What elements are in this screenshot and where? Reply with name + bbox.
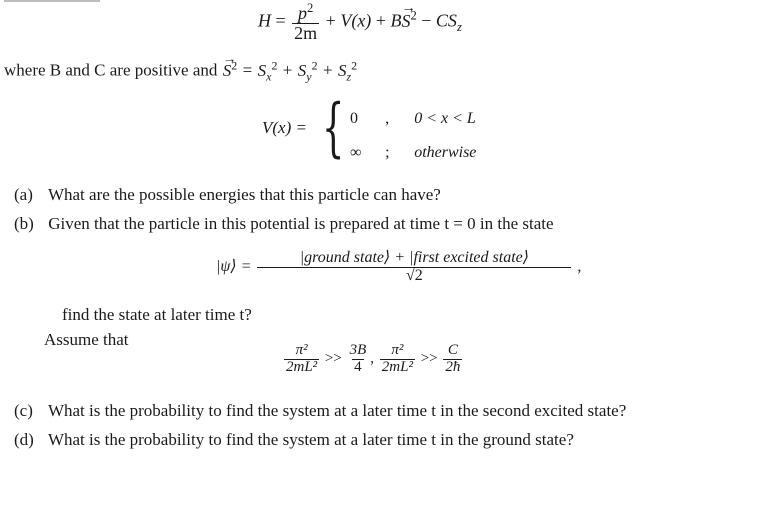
question-label: (b) [14, 214, 34, 233]
plus-sign: + [325, 10, 336, 31]
question-label: (d) [14, 430, 34, 449]
piecewise-brace [322, 91, 346, 166]
brace-glyph: { [322, 91, 345, 165]
find-text: find the state at later time t? [62, 305, 252, 324]
potential-case-inside [350, 108, 476, 128]
state-denominator: √2 [257, 267, 571, 285]
fraction-c-scale [443, 343, 462, 376]
momentum-exponent: 2 [307, 1, 314, 15]
c-spin-term: CS [435, 10, 457, 31]
question-text: What are the possible energies that this particle can have? [47, 185, 441, 204]
assume-text: Assume that [44, 330, 129, 349]
potential-term: V(x) [340, 10, 372, 31]
spin-symbol: S [222, 60, 232, 80]
hamiltonian-lhs: H [258, 10, 271, 31]
question-label: (c) [14, 401, 33, 420]
fraction-numerator: C [447, 342, 458, 358]
fraction-kinetic-scale [284, 343, 319, 376]
minus-sign: − [421, 10, 432, 31]
fraction-denominator: 2mL² [286, 358, 318, 375]
question-text: What is the probability to find the system at a later time t in the second excited state? [47, 401, 627, 420]
case-condition: otherwise [414, 144, 477, 161]
top-clip-rule [4, 0, 100, 2]
state-equation [216, 250, 581, 285]
sx-symbol: S [257, 60, 267, 80]
sy-exponent: 2 [311, 58, 318, 72]
z-subscript: z [456, 20, 462, 35]
fraction-b-scale [348, 343, 369, 376]
fraction-denominator: 2ħ [445, 358, 461, 375]
find-line [62, 305, 252, 325]
spin-symbol: S [401, 10, 411, 31]
where-line [4, 58, 357, 84]
fraction-denominator: 2mL² [381, 358, 413, 375]
spin-exponent: 2 [410, 8, 417, 23]
kinetic-fraction [292, 2, 319, 43]
case-separator: , [385, 110, 390, 127]
question-b [14, 214, 554, 234]
plus-sign: + [282, 60, 293, 80]
sy-symbol: S [297, 60, 307, 80]
state-lhs: |ψ⟩ = [216, 257, 252, 275]
case-separator: ; [385, 144, 390, 161]
plus-sign: + [322, 60, 333, 80]
sz-exponent: 2 [351, 58, 358, 72]
much-greater-sign: >> [420, 350, 438, 367]
momentum-symbol: p [298, 3, 308, 23]
plus-sign: + [375, 10, 386, 31]
b-constant: B [390, 10, 402, 31]
fraction-numerator: π² [391, 342, 404, 358]
state-numerator: |ground state⟩ + |first excited state⟩ [299, 249, 529, 266]
energy-scale-inequality [282, 343, 464, 376]
z-subscript: z [346, 69, 352, 84]
spin-exponent: 2 [231, 58, 238, 72]
question-text: What is the probability to find the system at a later time t in the ground state? [47, 430, 574, 449]
x-subscript: x [266, 69, 272, 84]
case-value: 0 [350, 110, 358, 127]
equals-sign: = [275, 10, 286, 31]
sz-symbol: S [337, 60, 347, 80]
hamiltonian-equation [258, 2, 462, 43]
potential-lhs: V(x) = [262, 118, 307, 137]
where-text: where B and C are positive and [4, 60, 218, 80]
comma: , [370, 350, 375, 367]
spin-vector [223, 61, 232, 81]
trailing-comma: , [577, 257, 582, 275]
state-fraction [257, 250, 571, 285]
potential-case-outside [350, 142, 476, 162]
y-subscript: y [306, 69, 312, 84]
question-a [14, 185, 441, 205]
question-label: (a) [14, 185, 33, 204]
fraction-numerator: 3B [349, 342, 367, 358]
spin-vector [401, 11, 410, 32]
question-d [14, 430, 574, 450]
question-text: Given that the particle in this potential is prepared at time t = 0 in the state [48, 214, 554, 233]
potential-definition [262, 118, 307, 138]
kinetic-denominator: 2m [294, 22, 318, 43]
sx-exponent: 2 [271, 58, 278, 72]
much-greater-sign: >> [324, 350, 342, 367]
assume-line [44, 330, 129, 350]
fraction-numerator: π² [295, 342, 308, 358]
fraction-denominator: 4 [354, 358, 362, 375]
case-value: ∞ [350, 144, 362, 161]
equals-sign: = [242, 60, 253, 80]
question-c [14, 401, 626, 421]
case-condition: 0 < x < L [414, 110, 476, 127]
fraction-kinetic-scale [380, 343, 415, 376]
